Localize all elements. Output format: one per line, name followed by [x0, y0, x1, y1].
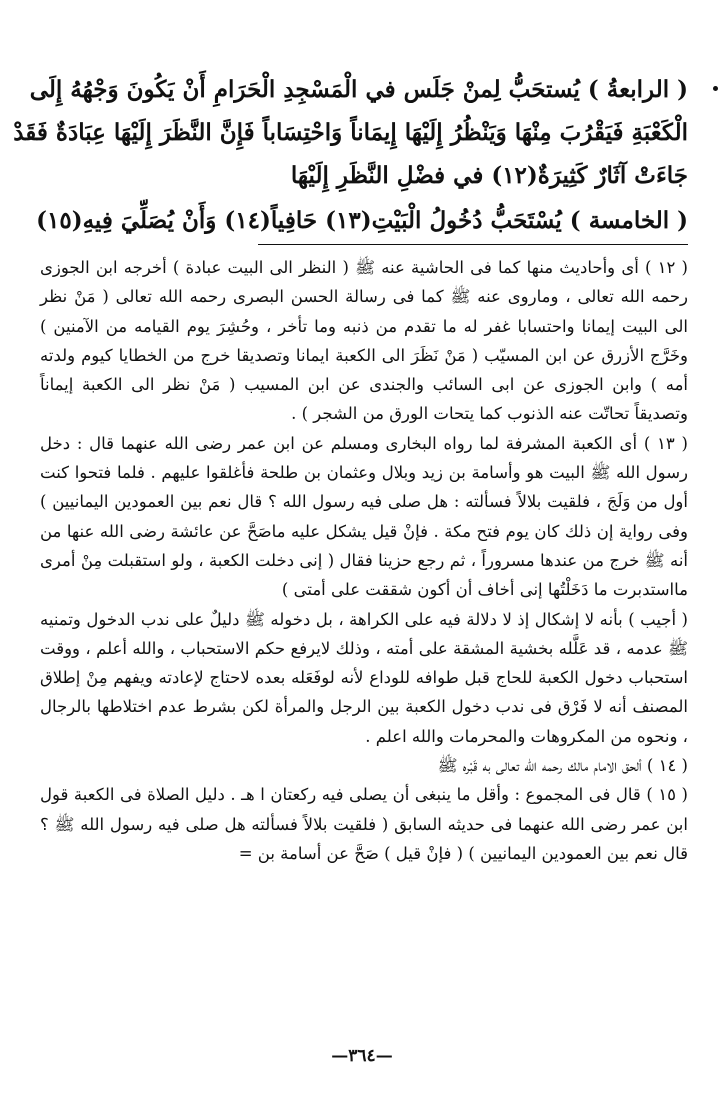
book-page	[13, 68, 688, 868]
footnote-15: ( ١٥ ) قال فى المجموع : وأقل ما ينبغى أن يصلى فيه ركعتان ا هـ . دليل الصلاة فى الكعبة قول ابن عمر رضى الله عنهما فى حديثه السابق ( فلقيت بلالاً فسألته هل صلى فيه رسول الله ﷺ ؟ قال نعم بين العمودين اليمانيين ) ( فإنْ قيل ) صَحَّ عن أسامة بن =	[40, 785, 688, 863]
main-line-1: ( الرابعةُ ) يُستحَبُّ لِمنْ جَلَس في الْمَسْجِدِ الْحَرَامِ أَنْ يَكُونَ وَجْهُهُ إِلَى	[29, 76, 688, 103]
margin-dot	[713, 86, 718, 91]
footnote-12: ( ١٢ ) أى وأحاديث منها كما فى الحاشية عنه ﷺ ( النظر الى البيت عبادة ) أخرجه ابن الجوزى رحمه الله تعالى ، وماروى عنه ﷺ كما فى رسالة الحسن البصرى رحمه الله تعالى ( مَنْ نظر الى البيت إيمانا واحتسابا غفر له ما تقدم من ذنبه وما تأخر ، وحُشِرَ يوم القيامه من الآمنين ) وخَرَّج الأزرق عن ابن المسيّب ( مَنْ نَظَرَ الى الكعبة ايمانا وتصديقا خرج من الخطايا كيوم ولدته أمه ) وابن الجوزى عن ابى السائب والجندى عن ابن المسيب ( مَنْ نظر الى الكعبة إيماناً وتصديقاً تحاتّت عنه الذنوب كما يتحات الورق من الشجر ) .	[40, 258, 688, 424]
page-number: —٣٦٤—	[331, 1046, 393, 1066]
footnote-13-answer: ( أجيب ) بأنه لا إشكال إذ لا دلالة فيه على الكراهة ، بل دخوله ﷺ دليلٌ على ندب الدخول وتمنيه ﷺ عدمه ، قد عَلَّله بخشية المشقة على أمته ، وذلك لايرفع حكم الاستحباب ، والله أعلم ، ووقت استحباب دخول الكعبة للحاج قبل طوافه للوداع لأنه لوفَعَله بعده لاحتاج لإعادته ويفهم مِنْ إطلاق المصنف أنه لا فَرْق فى ندب دخول الكعبة بين الرجل والمرأة لكن بشرط عدم اختلاطها بالرجال ، ونحوه من المكروهات والمحرمات والله اعلم .	[40, 609, 688, 746]
main-line-4: ( الخامسة ) يُسْتَحَبُّ دُخُولُ الْبَيْتِ(١٣) حَافِياً(١٤) وَأَنْ يُصَلِّيَ فِيهِ(١٥)	[258, 199, 688, 245]
footnotes	[40, 253, 688, 868]
footnote-13: ( ١٣ ) أى الكعبة المشرفة لما رواه البخارى ومسلم عن ابن عمر رضى الله عنهما قال : دخل رسول الله ﷺ البيت هو وأسامة بن زيد وبلال وعثمان بن طلحة فأغلقوا عليهم . فلما فتحوا كنت أول من وَلَجَ ، فلقيت بلالاً فسألته : هل صلى فيه رسول الله ؟ قال نعم بين العمودين اليمانيين ) وفى رواية إن ذلك كان يوم فتح مكة . فإنْ قيل يشكل عليه ماصَحَّ عن عائشة رضى الله عنها من أنه ﷺ خرج من عندها مسروراً ، ثم رجع حزينا فقال ( إنى دخلت الكعبة ، ولو استقبلت مِنْ أمرى مااستدبرت ما دَخَلْتُها إنى أخاف أن أكون شققت على أمتى )	[40, 433, 688, 600]
main-text	[13, 68, 688, 245]
main-line-3: جَاءَتْ آثَارٌ كَثِيرَةٌ(١٢) في فضْلِ النَّظَرِ إِلَيْهَا	[290, 162, 688, 189]
footnote-14: ( ١٤ ) ألحق الامام مالك رحمه الله تعالى به قَبْره ﷺ	[437, 756, 688, 776]
main-line-2: الْكَعْبَةِ فَيَقْرُبَ مِنْهَا وَيَنْظُرُ إِلَيْهَا إِيمَاناً وَاحْتِسَاباً فَإِنَّ النَّظَرَ إِلَيْهَا عِبَادَةٌ فَقَدْ	[13, 119, 688, 146]
